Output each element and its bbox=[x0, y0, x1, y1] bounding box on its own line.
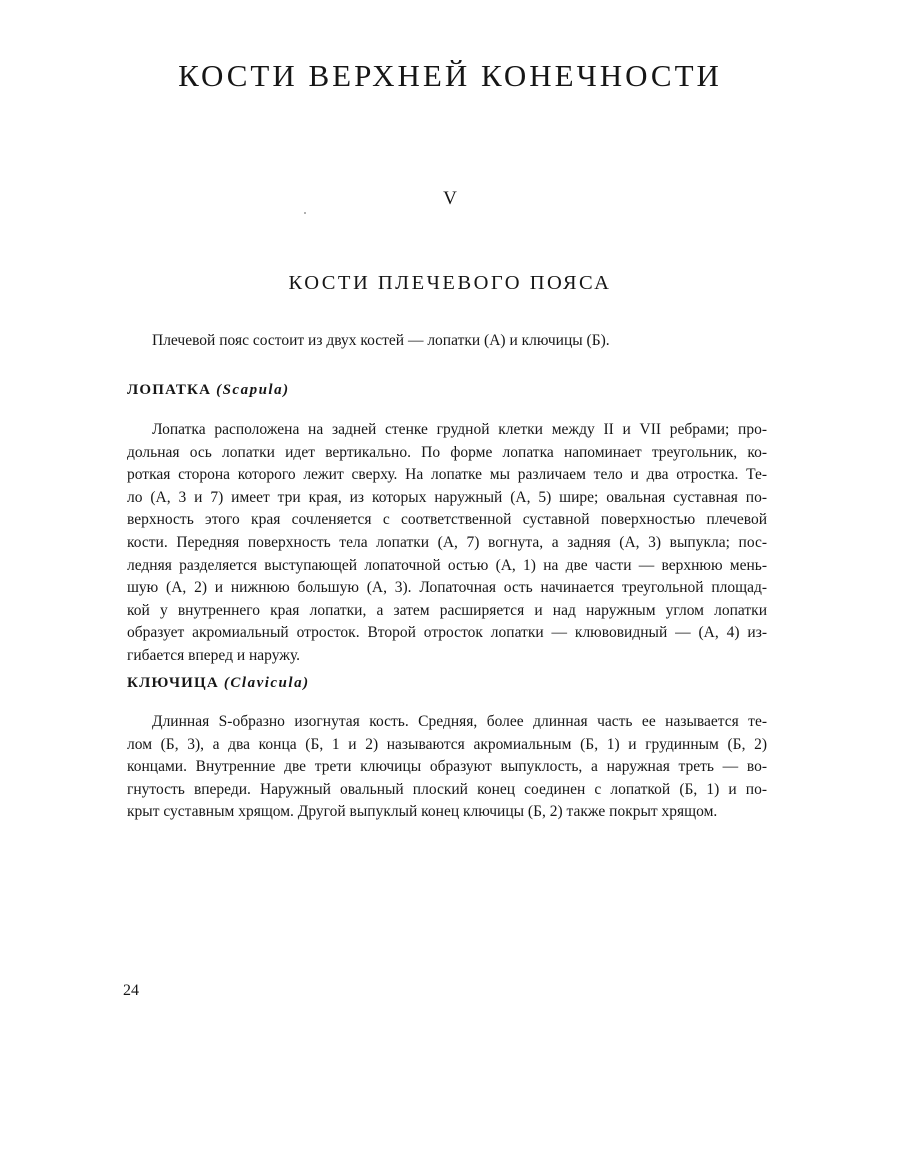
paragraph-line: гибается вперед и наружу. bbox=[127, 646, 301, 664]
clavicle-heading bbox=[127, 675, 310, 692]
chapter-number: V bbox=[443, 188, 457, 209]
paragraph-line: кой у внутреннего края лопатки, а затем расширяется и над наружным углом лопатки bbox=[127, 601, 767, 619]
paragraph-line: кости. Передняя поверхность тела лопатки (А, 7) вогнута, а задняя (А, 3) выпукла; пос- bbox=[127, 533, 767, 551]
paragraph-line: шую (А, 2) и нижнюю большую (А, 3). Лопаточная ость начинается треугольной площад- bbox=[127, 579, 767, 597]
scapula-paragraph bbox=[127, 419, 767, 668]
scapula-heading bbox=[127, 382, 290, 399]
page-number: 24 bbox=[123, 982, 139, 999]
clavicle-heading-latin: (Clavicula) bbox=[223, 675, 310, 691]
paragraph-line: крыт суставным хрящом. Другой выпуклый конец ключицы (Б, 2) также покрыт хрящом. bbox=[127, 803, 718, 821]
paragraph-line: концами. Внутренние две трети ключицы образуют выпуклость, а наружная треть — во- bbox=[127, 758, 767, 776]
paragraph-line: Лопатка расположена на задней стенке грудной клетки между II и VII ребрами; про- bbox=[152, 421, 767, 438]
paragraph-line: дольная ось лопатки идет вертикально. По форме лопатка напоминает треугольник, ко- bbox=[127, 443, 767, 461]
clavicle-heading-text: КЛЮЧИЦА bbox=[127, 675, 224, 691]
paragraph-line: ледняя разделяется выступающей лопаточной остью (А, 1) на две части — верхнюю мень- bbox=[127, 556, 767, 574]
print-speck bbox=[304, 212, 306, 214]
clavicle-paragraph bbox=[127, 711, 767, 824]
paragraph-line: образует акромиальный отросток. Второй отросток лопатки — клювовидный — (А, 4) из- bbox=[127, 624, 767, 642]
paragraph-line: гнутость впереди. Наружный овальный плоский конец соединен с лопаткой (Б, 1) и по- bbox=[127, 780, 767, 798]
paragraph-line: лом (Б, 3), а два конца (Б, 1 и 2) называются акромиальным (Б, 1) и грудинным (Б, 2) bbox=[127, 735, 767, 753]
paragraph-line: Длинная S-образно изогнутая кость. Средняя, более длинная часть ее называется те- bbox=[152, 713, 767, 730]
section-title: КОСТИ ПЛЕЧЕВОГО ПОЯСА bbox=[288, 272, 612, 294]
page-title: КОСТИ ВЕРХНЕЙ КОНЕЧНОСТИ bbox=[178, 58, 722, 93]
paragraph-line: роткая сторона которого лежит сверху. На лопатке мы различаем тело и два отростка. Те- bbox=[127, 466, 767, 484]
scapula-heading-text: ЛОПАТКА bbox=[127, 382, 217, 398]
scapula-heading-latin: (Scapula) bbox=[216, 382, 290, 398]
paragraph-line: ло (А, 3 и 7) имеет три края, из которых наружный (А, 5) шире; овальная суставная по- bbox=[127, 488, 767, 506]
paragraph-line: верхность этого края сочленяется с соответственной суставной поверхностью плечевой bbox=[127, 511, 767, 529]
intro-paragraph: Плечевой пояс состоит из двух костей — лопатки (А) и ключицы (Б). bbox=[152, 332, 610, 349]
